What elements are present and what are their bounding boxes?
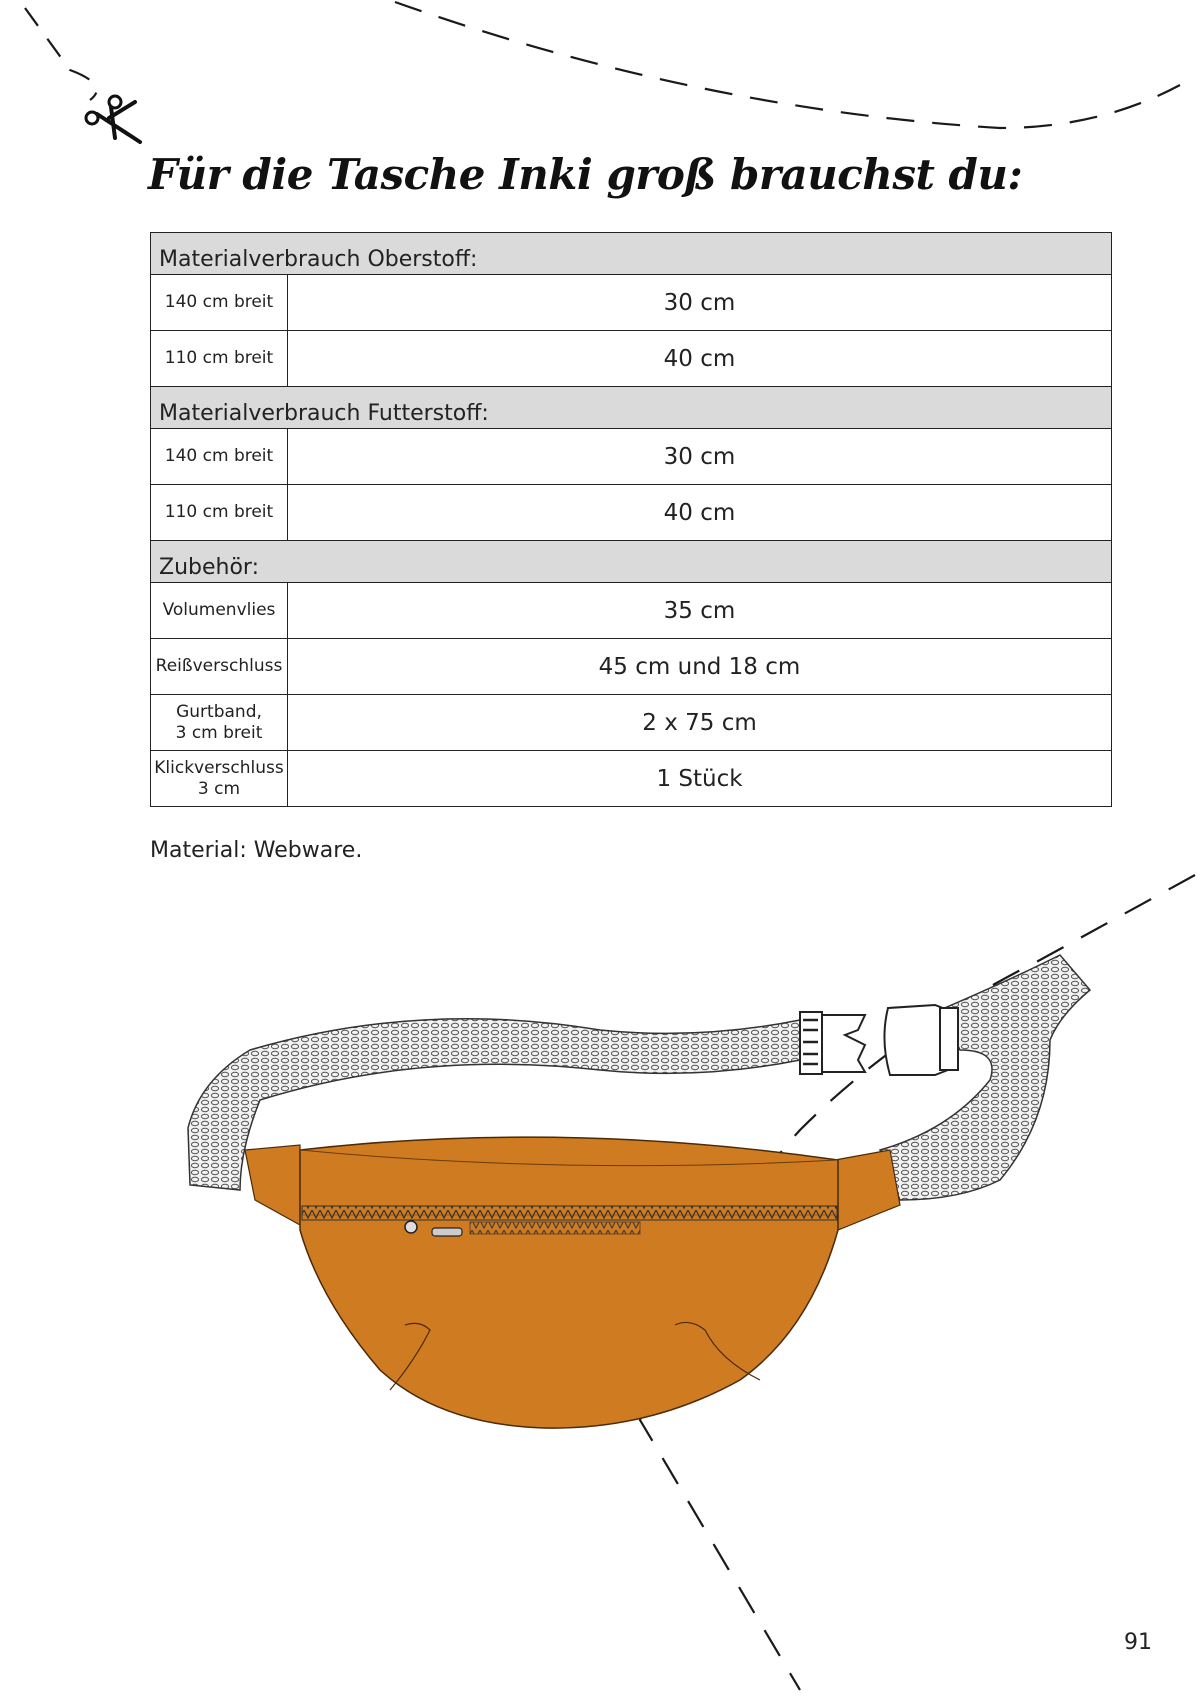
bag-side-left (245, 1145, 300, 1225)
bag-side-right (835, 1150, 900, 1230)
section-header-zubehoer: Zubehör: (151, 541, 1112, 583)
buckle-female (884, 1005, 958, 1075)
row-value: 30 cm (288, 429, 1112, 485)
page-number: 91 (1124, 1630, 1152, 1655)
zipper (302, 1206, 837, 1220)
row-value: 1 Stück (288, 751, 1112, 807)
row-value: 45 cm und 18 cm (288, 639, 1112, 695)
row-label: Volumenvlies (151, 583, 288, 639)
buckle-male (800, 1012, 865, 1074)
page-title: Für die Tasche Inki groß brauchst du: (148, 150, 1023, 199)
row-label: 110 cm breit (151, 331, 288, 387)
row-label: Klickverschluss 3 cm (151, 751, 288, 807)
row-label: 140 cm breit (151, 275, 288, 331)
row-label: 110 cm breit (151, 485, 288, 541)
row-value: 40 cm (288, 485, 1112, 541)
row-label: Reißverschluss (151, 639, 288, 695)
material-note: Material: Webware. (150, 838, 363, 863)
row-label: 140 cm breit (151, 429, 288, 485)
row-value: 30 cm (288, 275, 1112, 331)
row-value: 40 cm (288, 331, 1112, 387)
row-value: 2 x 75 cm (288, 695, 1112, 751)
section-header-oberstoff: Materialverbrauch Oberstoff: (151, 233, 1112, 275)
row-value: 35 cm (288, 583, 1112, 639)
bag-body (300, 1137, 838, 1428)
section-header-futterstoff: Materialverbrauch Futterstoff: (151, 387, 1112, 429)
strap-right (880, 955, 1090, 1200)
row-label: Gurtband, 3 cm breit (151, 695, 288, 751)
